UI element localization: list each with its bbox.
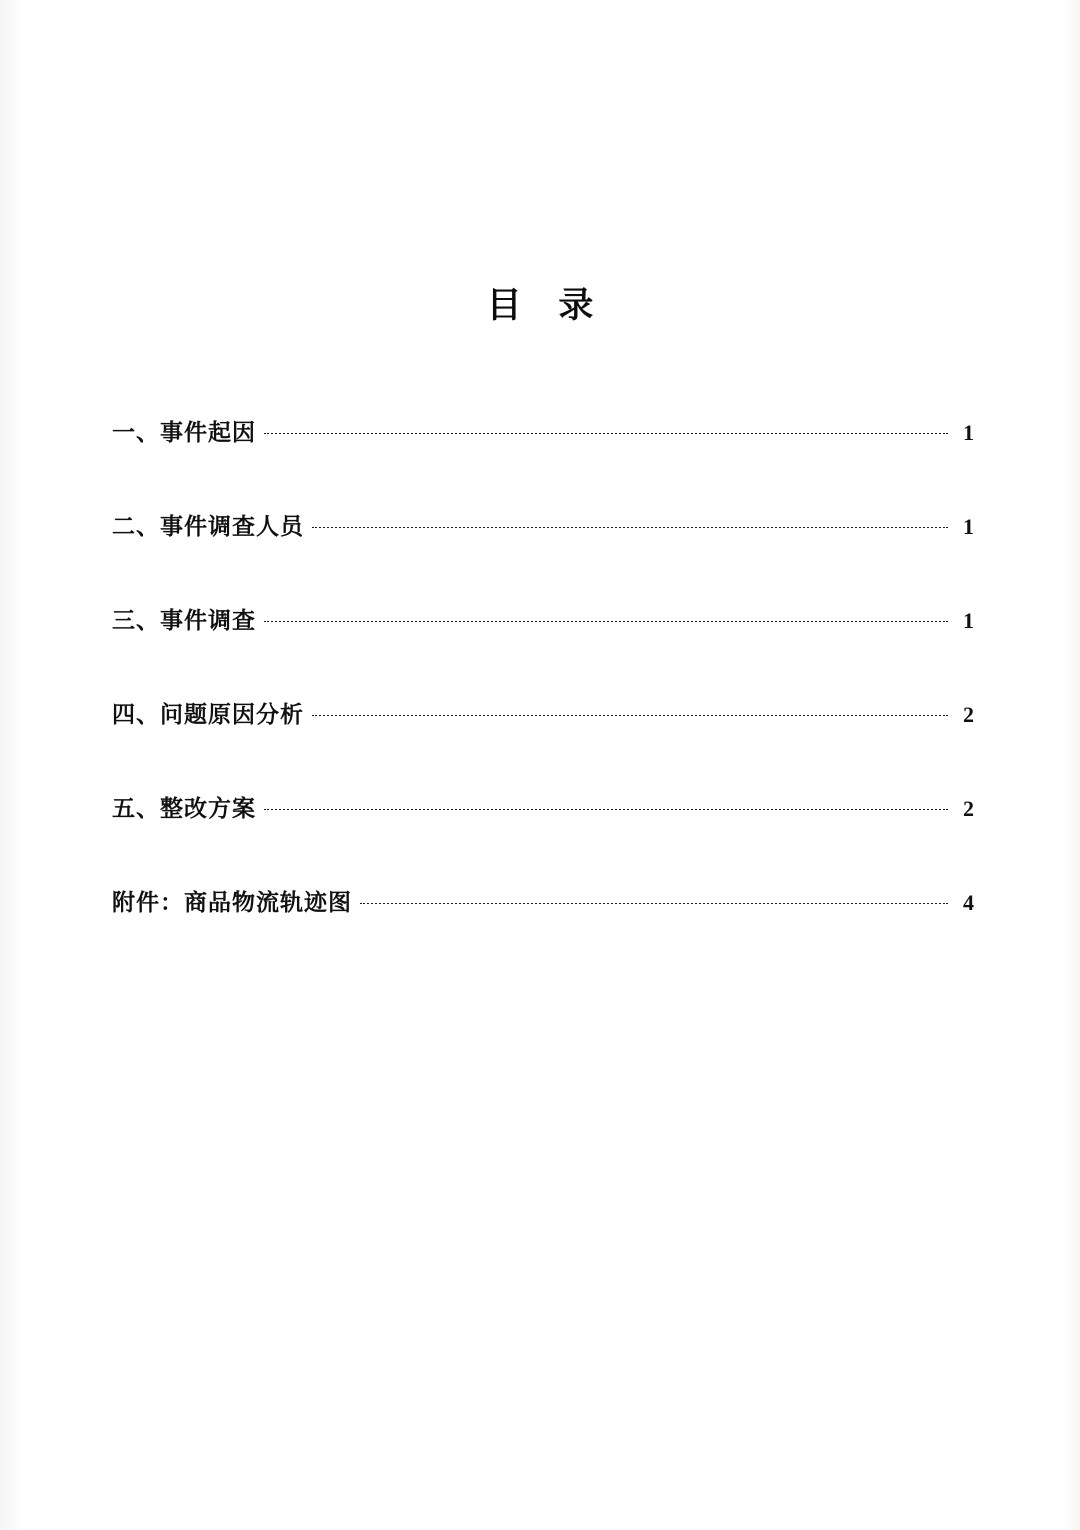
toc-entry[interactable] [112,414,974,508]
toc-entry-page-number: 2 [963,796,974,821]
toc-entry-page-number: 1 [963,420,974,445]
toc-entry-label: 四、问题原因分析 [112,702,304,727]
toc-entry[interactable] [112,884,974,978]
toc-entry[interactable] [112,790,974,884]
toc-leader-dots [312,715,948,716]
toc-entry-label: 五、整改方案 [112,796,256,821]
toc-entry[interactable] [112,602,974,696]
toc-leader-dots [264,809,948,810]
toc-entry-page-number: 1 [963,514,974,539]
toc-entry-label: 一、事件起因 [112,420,256,445]
toc-entry-label: 三、事件调查 [112,608,256,633]
toc-leader-dots [264,433,948,434]
toc-entry-page-number: 2 [963,702,974,727]
toc-entry-page-number: 1 [963,608,974,633]
toc-leader-dots [264,621,948,622]
toc-leader-dots [360,903,948,904]
toc-entry[interactable] [112,696,974,790]
toc-entry[interactable] [112,508,974,602]
toc-leader-dots [312,527,948,528]
page-title: 目 录 [486,286,608,325]
toc-entry-label: 附件：商品物流轨迹图 [112,890,352,915]
toc-entry-label: 二、事件调查人员 [112,514,304,539]
table-of-contents [112,414,974,978]
toc-entry-page-number: 4 [963,890,974,915]
